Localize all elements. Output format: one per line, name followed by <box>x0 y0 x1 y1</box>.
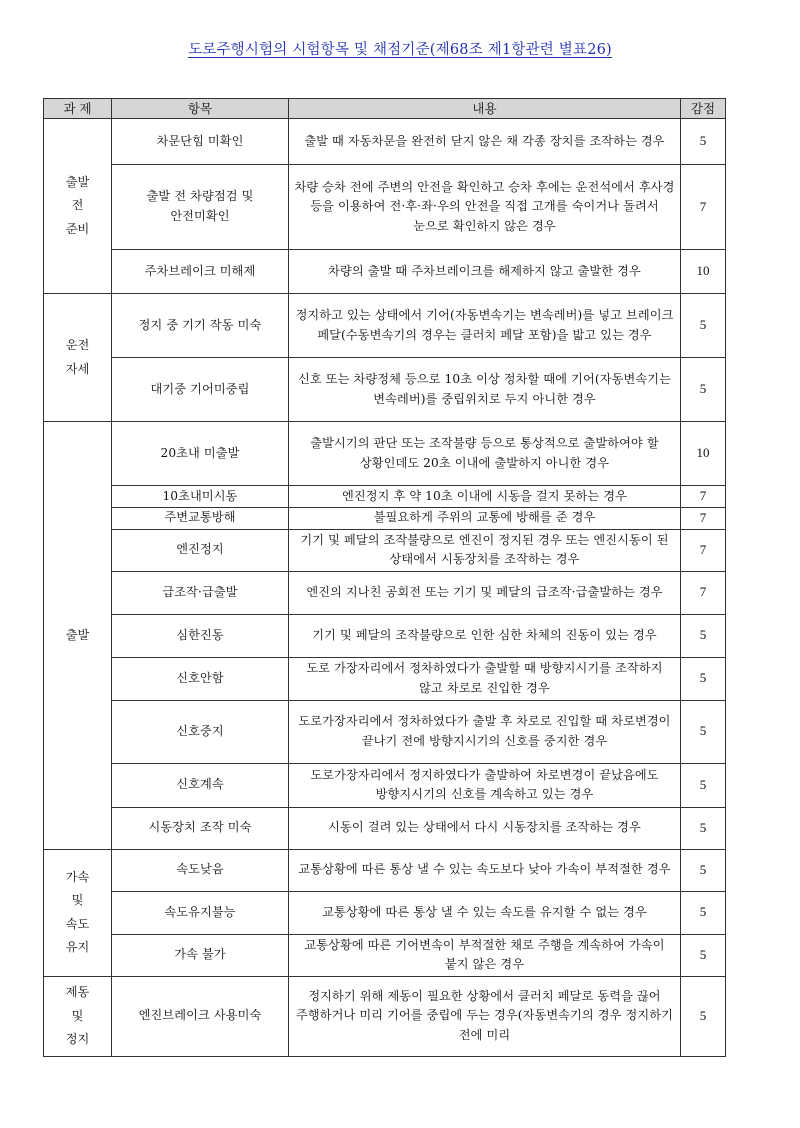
points-cell: 5 <box>681 614 726 657</box>
content-cell: 기기 및 페달의 조작불량으로 인한 심한 차체의 진동이 있는 경우 <box>289 614 681 657</box>
table-row <box>44 700 726 763</box>
item-cell: 정지 중 기기 작동 미숙 <box>112 294 289 358</box>
points-cell: 7 <box>681 571 726 614</box>
header-row <box>44 99 726 119</box>
item-cell: 차문단힘 미확인 <box>112 119 289 165</box>
table-body <box>44 119 726 1057</box>
item-cell: 속도유지불능 <box>112 891 289 934</box>
table-row <box>44 486 726 508</box>
points-cell: 7 <box>681 529 726 571</box>
item-cell: 대기중 기어미중립 <box>112 358 289 422</box>
table-row <box>44 165 726 250</box>
table-row <box>44 763 726 807</box>
grading-table <box>43 98 726 1057</box>
content-cell: 교통상황에 따른 기어변속이 부적절한 채로 주행을 계속하여 가속이 붙지 않은 경우 <box>289 934 681 976</box>
item-cell: 20초내 미출발 <box>112 422 289 486</box>
content-cell: 차량의 출발 때 주차브레이크를 해제하지 않고 출발한 경우 <box>289 250 681 294</box>
content-cell: 도로가장자리에서 정지하였다가 출발하여 차로변경이 끝났음에도 방향지시기의 신호를 계속하고 있는 경우 <box>289 763 681 807</box>
table-row <box>44 849 726 891</box>
content-cell: 정지하기 위해 제동이 필요한 상황에서 클러치 페달로 동력을 끊어 주행하거나 미리 기어를 중립에 두는 경우(자동변속기의 경우 정지하기 전에 미리 <box>289 976 681 1056</box>
table-row <box>44 934 726 976</box>
content-cell: 엔진정지 후 약 10초 이내에 시동을 걸지 못하는 경우 <box>289 486 681 508</box>
points-cell: 7 <box>681 486 726 508</box>
content-cell: 시동이 걸려 있는 상태에서 다시 시동장치를 조작하는 경우 <box>289 807 681 849</box>
table-row <box>44 976 726 1056</box>
points-cell: 5 <box>681 294 726 358</box>
points-cell: 10 <box>681 250 726 294</box>
item-cell: 주변교통방해 <box>112 507 289 529</box>
points-cell: 5 <box>681 976 726 1056</box>
content-cell: 정지하고 있는 상태에서 기어(자동변속기는 변속레버)를 넣고 브레이크 페달(수동변속기의 경우는 클러치 페달 포함)을 밟고 있는 경우 <box>289 294 681 358</box>
category-cell <box>44 422 112 850</box>
header-category: 과 제 <box>44 99 112 119</box>
category-label: 제동 및 정지 <box>65 985 90 1046</box>
table-row <box>44 358 726 422</box>
item-cell: 엔진브레이크 사용미숙 <box>112 976 289 1056</box>
table-row <box>44 250 726 294</box>
table-row <box>44 571 726 614</box>
points-cell: 5 <box>681 358 726 422</box>
points-cell: 10 <box>681 422 726 486</box>
content-cell: 교통상황에 따른 통상 낼 수 있는 속도보다 낮아 가속이 부적절한 경우 <box>289 849 681 891</box>
item-cell: 10초내미시동 <box>112 486 289 508</box>
table-row <box>44 529 726 571</box>
points-cell: 5 <box>681 891 726 934</box>
table-row <box>44 422 726 486</box>
content-cell: 엔진의 지나친 공회전 또는 기기 및 페달의 급조작·급출발하는 경우 <box>289 571 681 614</box>
content-cell: 신호 또는 차량정체 등으로 10초 이상 정차할 때에 기어(자동변속기는 변속레버)를 중립위치로 두지 아니한 경우 <box>289 358 681 422</box>
table-row <box>44 657 726 700</box>
item-cell: 출발 전 차량점검 및 안전미확인 <box>112 165 289 250</box>
header-item: 항목 <box>112 99 289 119</box>
item-cell: 가속 불가 <box>112 934 289 976</box>
header-content: 내용 <box>289 99 681 119</box>
header-deduction: 감점 <box>681 99 726 119</box>
table-row <box>44 807 726 849</box>
category-label: 출발 전 준비 <box>65 175 90 236</box>
points-cell: 5 <box>681 934 726 976</box>
points-cell: 5 <box>681 119 726 165</box>
content-cell: 도로 가장자리에서 정차하였다가 출발할 때 방향지시기를 조작하지 않고 차로로 진입한 경우 <box>289 657 681 700</box>
table-row <box>44 294 726 358</box>
content-cell: 기기 및 페달의 조작불량으로 엔진이 정지된 경우 또는 엔진시동이 된 상태에서 시동장치를 조작하는 경우 <box>289 529 681 571</box>
points-cell: 5 <box>681 700 726 763</box>
points-cell: 7 <box>681 165 726 250</box>
item-cell: 속도낮음 <box>112 849 289 891</box>
item-cell: 급조작·급출발 <box>112 571 289 614</box>
category-cell <box>44 294 112 422</box>
points-cell: 5 <box>681 657 726 700</box>
table-row <box>44 119 726 165</box>
table-header <box>44 99 726 119</box>
content-cell: 불필요하게 주위의 교통에 방해를 준 경우 <box>289 507 681 529</box>
table-row <box>44 614 726 657</box>
item-cell: 신호계속 <box>112 763 289 807</box>
item-cell: 엔진정지 <box>112 529 289 571</box>
item-cell: 심한진동 <box>112 614 289 657</box>
points-cell: 7 <box>681 507 726 529</box>
points-cell: 5 <box>681 849 726 891</box>
item-cell: 시동장치 조작 미숙 <box>112 807 289 849</box>
item-cell: 주차브레이크 미해제 <box>112 250 289 294</box>
category-cell <box>44 976 112 1056</box>
category-label: 운전 자세 <box>65 338 90 376</box>
content-cell: 교통상황에 따른 통상 낼 수 있는 속도를 유지할 수 없는 경우 <box>289 891 681 934</box>
content-cell: 차량 승차 전에 주변의 안전을 확인하고 승차 후에는 운전석에서 후사경 등을 이용하여 전·후·좌·우의 안전을 직접 고개를 숙이거나 돌려서 눈으로 확인하지 않은 경우 <box>289 165 681 250</box>
points-cell: 5 <box>681 807 726 849</box>
document-title: 도로주행시험의 시험항목 및 채점기준(제68조 제1항관련 별표26) <box>188 42 612 58</box>
points-cell: 5 <box>681 763 726 807</box>
content-cell: 출발 때 자동차문을 완전히 닫지 않은 채 각종 장치를 조작하는 경우 <box>289 119 681 165</box>
category-cell <box>44 849 112 976</box>
category-label: 가속 및 속도 유지 <box>65 870 90 954</box>
category-label: 출발 <box>65 627 90 642</box>
category-cell <box>44 119 112 294</box>
content-cell: 출발시기의 판단 또는 조작불량 등으로 통상적으로 출발하여야 할 상황인데도 20초 이내에 출발하지 아니한 경우 <box>289 422 681 486</box>
item-cell: 신호안함 <box>112 657 289 700</box>
content-cell: 도로가장자리에서 정차하였다가 출발 후 차로로 진입할 때 차로변경이 끝나기 전에 방향지시기의 신호를 중지한 경우 <box>289 700 681 763</box>
table-row <box>44 507 726 529</box>
item-cell: 신호중지 <box>112 700 289 763</box>
table-row <box>44 891 726 934</box>
